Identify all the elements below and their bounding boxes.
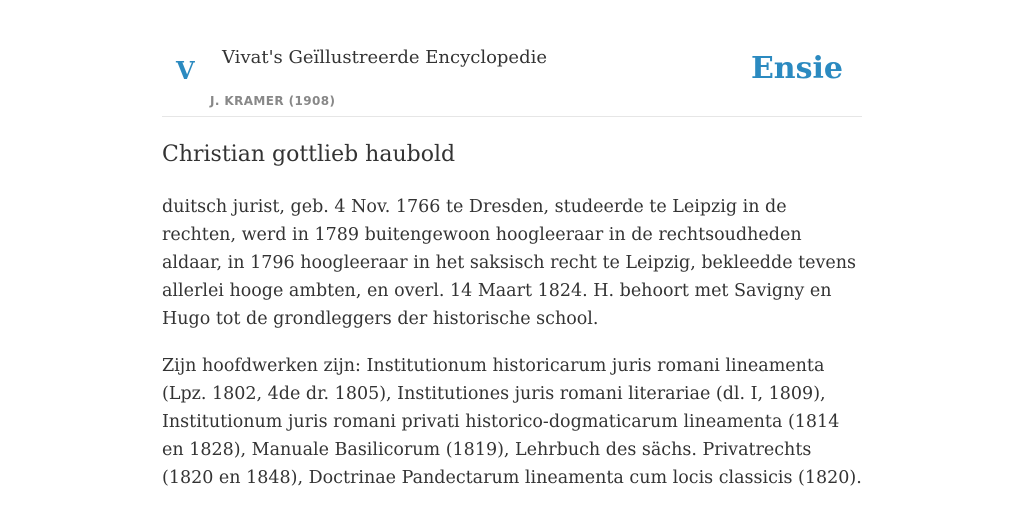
article-title: Christian gottlieb haubold	[162, 142, 456, 167]
book-author: J. KRAMER (1908)	[210, 94, 336, 108]
article-paragraph-2: Zijn hoofdwerken zijn: Institutionum historicarum juris romani lineamenta (Lpz. 1802, 4de dr. 1805), Institutiones juris romani literariae (dl. I, 1809), Institutionum juris romani privati historico-dogmaticarum lineamenta (1814 en 1828), Manuale Basilicorum (1819), Lehrbuch des sächs. Privatrechts (1820 en 1848), Doctrinae Pandectarum lineamenta cum locis classicis (1820).	[162, 356, 862, 488]
article	[162, 139, 862, 511]
ensie-logo-link[interactable]: Ensie	[750, 51, 843, 86]
book-header	[162, 30, 862, 117]
book-logo[interactable]: V	[176, 56, 195, 85]
article-paragraph-1: duitsch jurist, geb. 4 Nov. 1766 te Dresden, studeerde te Leipzig in de rechten, werd in 1789 buitengewoon hoogleeraar in de rechtsoudheden aldaar, in 1796 hoogleeraar in het saksisch recht te Leipzig, bekleedde tevens allerlei hooge ambten, en overl. 14 Maart 1824. H. behoort met Savigny en Hugo tot de grondleggers der historische school.	[162, 197, 857, 329]
book-title-link[interactable]: Vivat's Geïllustreerde Encyclopedie	[222, 47, 548, 68]
